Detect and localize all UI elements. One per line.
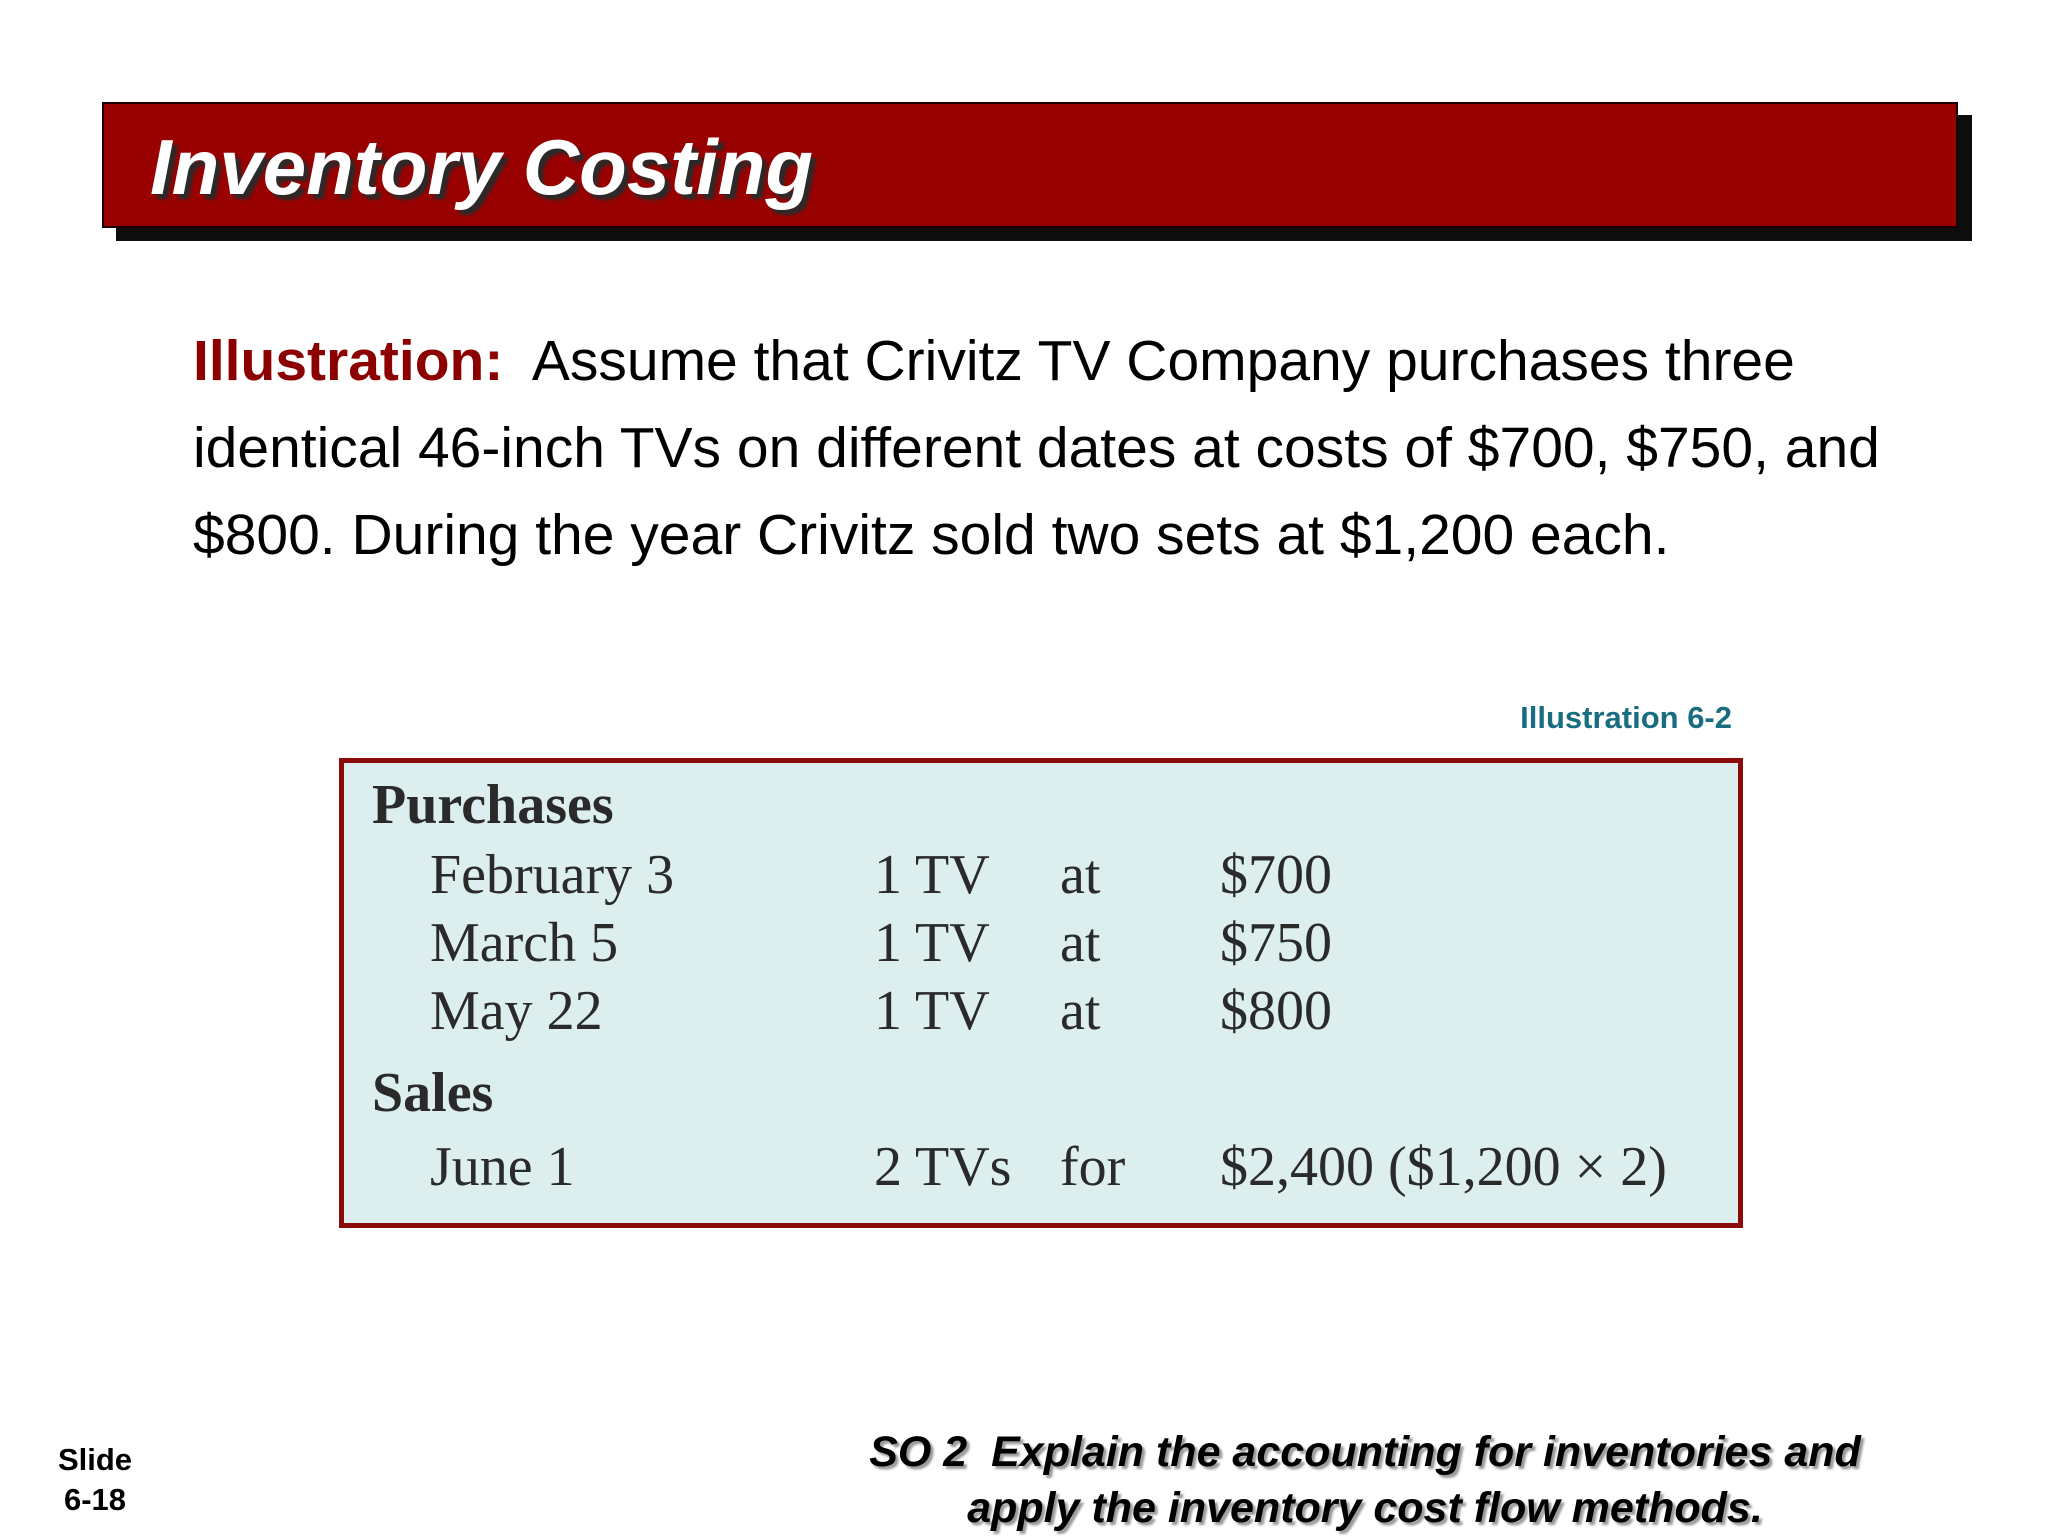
purchases-heading: Purchases <box>372 774 614 836</box>
illustration-text: Assume that Crivitz TV Company purchases three identical 46-inch TVs on different dates at costs of $700, $750, and $800. During the year Crivitz sold two sets at $1,200 each. <box>193 329 1880 567</box>
row-quantity: 2 TVs <box>874 1136 1012 1198</box>
row-quantity: 1 TV <box>874 980 990 1042</box>
study-objective-line1: SO 2 Explain the accounting for inventories and <box>869 1428 1861 1476</box>
purchases-sales-table <box>339 758 1743 1228</box>
row-date: February 3 <box>430 844 675 906</box>
slide-title: Inventory Costing <box>150 123 814 211</box>
sales-heading: Sales <box>372 1062 494 1124</box>
slide-number-value: 6-18 <box>63 1482 127 1517</box>
illustration-paragraph <box>193 318 1893 579</box>
title-bar <box>102 102 1958 228</box>
study-objective-line2: apply the inventory cost flow methods. <box>967 1484 1763 1532</box>
row-amount: $750 <box>1220 912 1332 974</box>
row-preposition: at <box>1060 844 1101 906</box>
row-amount: $700 <box>1220 844 1332 906</box>
row-date: June 1 <box>430 1136 575 1198</box>
row-quantity: 1 TV <box>874 844 990 906</box>
row-quantity: 1 TV <box>874 912 990 974</box>
slide-number <box>50 1440 140 1520</box>
row-preposition: at <box>1060 912 1101 974</box>
row-date: May 22 <box>430 980 603 1042</box>
row-preposition: for <box>1060 1136 1126 1198</box>
illustration-reference: Illustration 6-2 <box>1520 700 1732 735</box>
row-amount: $2,400 ($1,200 × 2) <box>1220 1136 1667 1198</box>
illustration-label: Illustration: <box>193 329 504 393</box>
study-objective <box>800 1424 1930 1536</box>
row-preposition: at <box>1060 980 1101 1042</box>
row-date: March 5 <box>430 912 619 974</box>
row-amount: $800 <box>1220 980 1332 1042</box>
slide-number-label: Slide <box>57 1442 133 1477</box>
